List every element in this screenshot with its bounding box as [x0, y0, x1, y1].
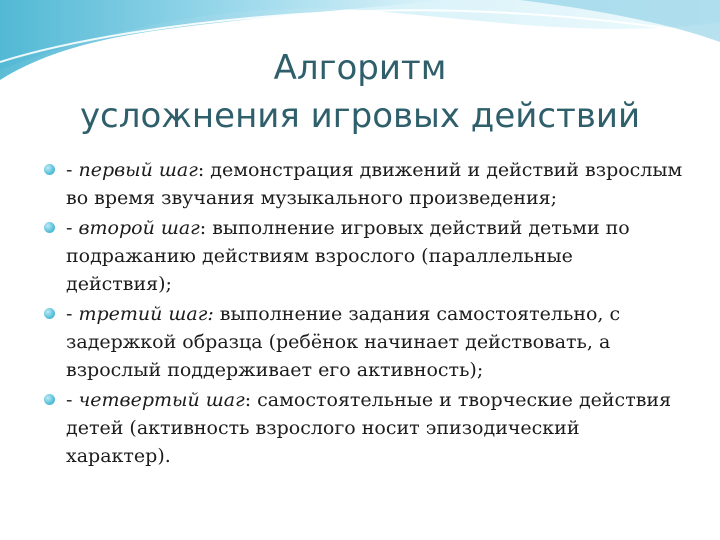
step-text: : самостоятельные и творческие действия детей (активность взрослого носит эпизодический характер).	[66, 389, 672, 467]
step-label: четвертый шаг	[78, 389, 245, 411]
bullet-prefix: -	[66, 303, 79, 325]
bullet-dot-icon	[44, 164, 55, 175]
step-text: : демонстрация движений и действий взрослым во время звучания музыкального произведения;	[66, 159, 683, 209]
title-line-2: усложнения игровых действий	[79, 96, 641, 136]
list-item-step-2	[44, 214, 684, 298]
title-line-1: Алгоритм	[273, 48, 447, 88]
bullet-dot-icon	[44, 308, 55, 319]
step-text: : выполнение игровых действий детьми по подражанию действиям взрослого (параллельные действия);	[66, 217, 630, 295]
bullet-prefix: -	[66, 217, 79, 239]
bullet-dot-icon	[44, 222, 55, 233]
list-item-step-4	[44, 386, 684, 470]
list-item-step-1	[44, 156, 684, 212]
steps-list	[44, 156, 684, 472]
list-item-step-3	[44, 300, 684, 384]
bullet-prefix: -	[66, 159, 79, 181]
bullet-prefix: -	[66, 389, 79, 411]
step-label: второй шаг	[78, 217, 200, 239]
step-label: первый шаг	[78, 159, 198, 181]
slide-title	[20, 44, 700, 140]
step-text: выполнение задания самостоятельно, с задержкой образца (ребёнок начинает действовать, а взрослый поддерживает его активность);	[66, 303, 621, 381]
step-label: третий шаг:	[78, 303, 214, 325]
bullet-dot-icon	[44, 394, 55, 405]
